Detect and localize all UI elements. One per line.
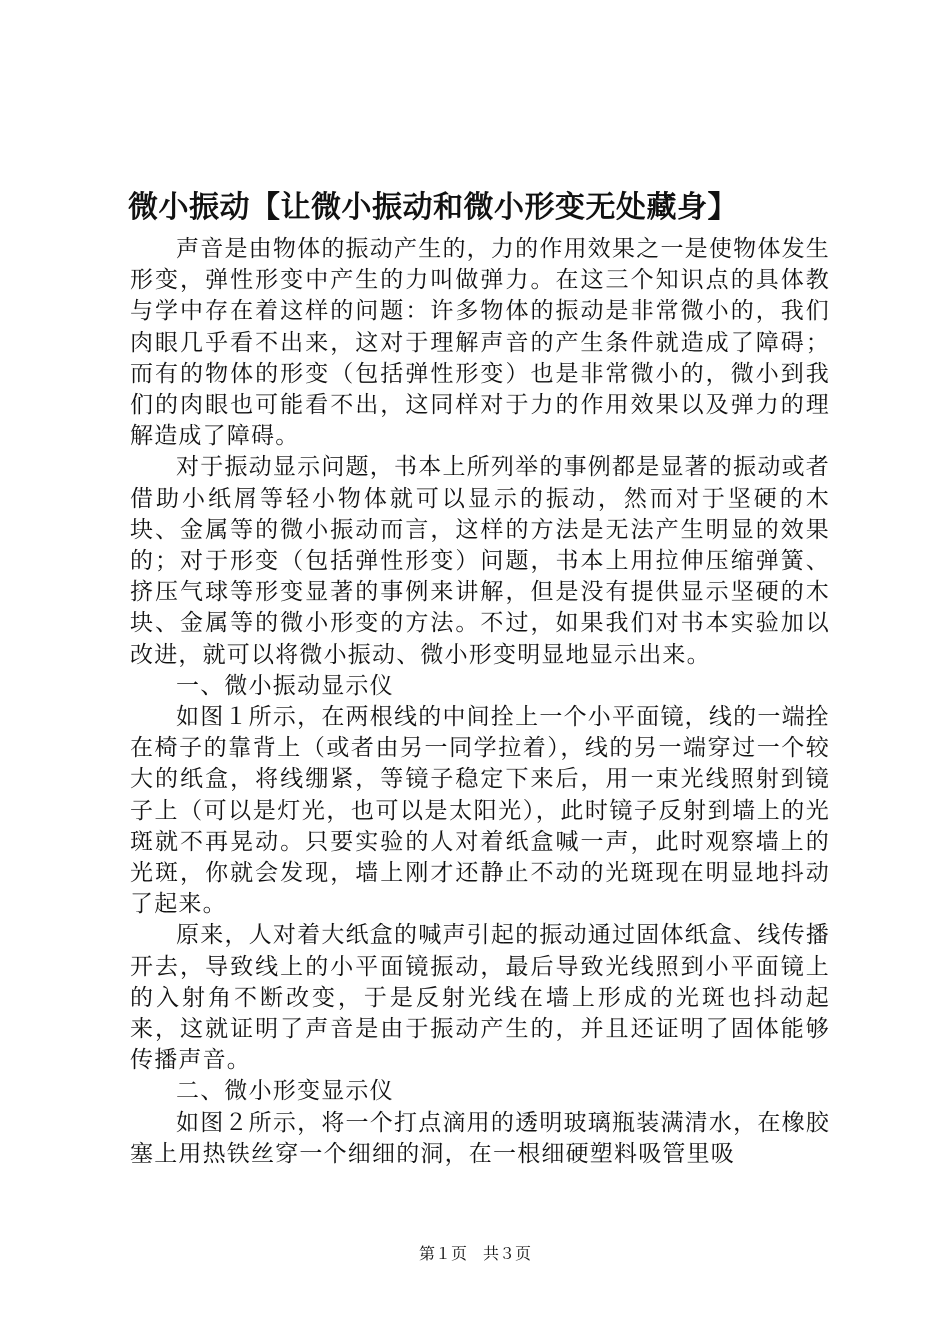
paragraph: 声音是由物体的振动产生的，力的作用效果之一是使物体发生形变，弹性形变中产生的力叫做弹力。在这三个知识点的具体教与学中存在着这样的问题：许多物体的振动是非常微小的，我们肉眼几乎看不出来，这对于理解声音的产生条件就造成了障碍；而有的物体的形变（包括弹性形变）也是非常微小的，微小到我们的肉眼也可能看不出，这同样对于力的作用效果以及弹力的理解造成了障碍。	[130, 236, 830, 450]
section-heading: 一、微小振动显示仪	[176, 672, 394, 699]
paragraph: 原来，人对着大纸盒的喊声引起的振动通过固体纸盒、线传播开去，导致线上的小平面镜振动，最后导致光线照到小平面镜上的入射角不断改变，于是反射光线在墙上形成的光斑也抖动起来，这就证明了声音是由于振动产生的，并且还证明了固体能够传播声音。	[130, 922, 830, 1074]
document-body	[130, 234, 830, 1170]
page-number-footer: 第１页 共３页	[418, 1244, 531, 1263]
paragraph: 如图２所示，将一个打点滴用的透明玻璃瓶装满清水，在橡胶塞上用热铁丝穿一个细细的洞，在一根细硬塑料吸管里吸	[130, 1109, 830, 1167]
paragraph: 如图１所示，在两根线的中间拴上一个小平面镜，线的一端拴在椅子的靠背上（或者由另一同学拉着），线的另一端穿过一个较大的纸盒，将线绷紧，等镜子稳定下来后，用一束光线照射到镜子上（可以是灯光，也可以是太阳光），此时镜子反射到墙上的光斑就不再晃动。只要实验的人对着纸盒喊一声，此时观察墙上的光斑，你就会发现，墙上刚才还静止不动的光斑现在明显地抖动了起来。	[130, 704, 830, 918]
section-heading: 二、微小形变显示仪	[176, 1078, 394, 1105]
paragraph: 对于振动显示问题，书本上所列举的事例都是显著的振动或者借助小纸屑等轻小物体就可以显示的振动，然而对于坚硬的木块、金属等的微小振动而言，这样的方法是无法产生明显的效果的；对于形变（包括弹性形变）问题，书本上用拉伸压缩弹簧、挤压气球等形变显著的事例来讲解，但是没有提供显示坚硬的木块、金属等的微小形变的方法。不过，如果我们对书本实验加以改进，就可以将微小振动、微小形变明显地显示出来。	[130, 454, 830, 668]
document-title: 微小振动【让微小振动和微小形变无处藏身】	[128, 190, 738, 225]
